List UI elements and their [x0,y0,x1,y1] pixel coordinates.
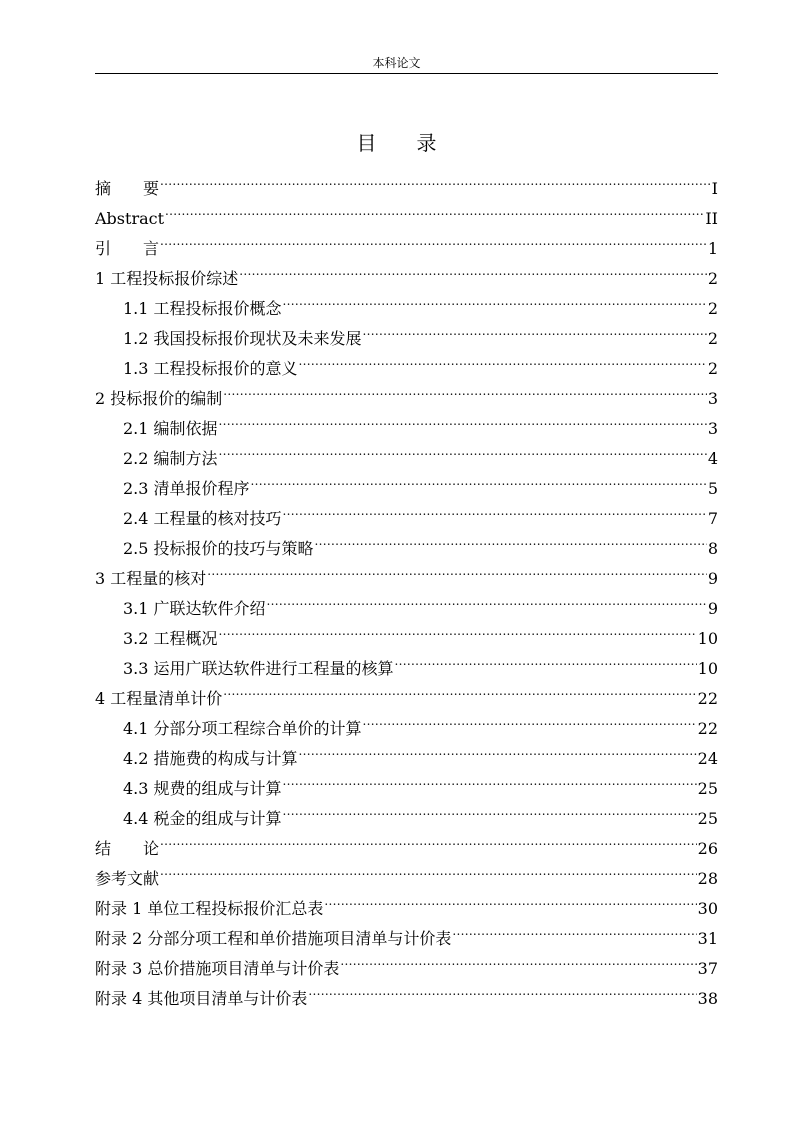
toc-leader-dots [283,284,707,314]
toc-leader-dots [363,314,707,344]
toc-entry-label: 2 投标报价的编制 [95,389,223,408]
toc-entry-page: 38 [697,989,718,1008]
toc-entry-label: 摘要 [95,179,160,198]
toc-entry-label: 2.4 工程量的核对技巧 [123,509,282,528]
toc-entry-page: 10 [697,629,718,648]
toc-leader-dots [299,734,697,764]
toc-leader-dots [160,164,711,194]
toc-leader-dots [219,434,707,464]
toc-entry-page: 22 [697,719,718,738]
toc-entry-label: 3.1 广联达软件介绍 [123,599,266,618]
toc-entry-label: 2.1 编制依据 [123,419,218,438]
toc-leader-dots [219,404,707,434]
toc-entry-page: 3 [707,419,718,438]
toc-entry[interactable] [95,884,718,918]
toc-entry[interactable] [95,254,718,288]
toc-entry-page: 2 [707,299,718,318]
toc-entry-page: 9 [707,569,718,588]
toc-leader-dots [160,824,697,854]
toc-entry-page: 31 [697,929,718,948]
toc-leader-dots [165,194,704,224]
toc-entry[interactable] [95,824,718,858]
toc-entry-page: 4 [707,449,718,468]
toc-entry-page: I [711,179,718,198]
toc-entry-label: 4.4 税金的组成与计算 [123,809,282,828]
toc-entry-label: 2.5 投标报价的技巧与策略 [123,539,314,558]
toc-entry-page: 26 [697,839,718,858]
toc-entry-page: II [705,209,718,228]
toc-entry[interactable] [95,194,718,228]
toc-entry-label: 2.2 编制方法 [123,449,218,468]
toc-entry-label: 引言 [95,239,160,258]
toc-leader-dots [207,554,707,584]
toc-entry-label: 附录 4 其他项目清单与计价表 [95,989,308,1008]
toc-leader-dots [315,524,707,554]
toc-leader-dots [239,254,707,284]
toc-entry-page: 8 [707,539,718,558]
toc-entry-page: 9 [707,599,718,618]
toc-leader-dots [299,344,707,374]
toc-entry-page: 1 [707,239,718,258]
table-of-contents [95,164,718,1008]
toc-entry-page: 25 [697,779,718,798]
toc-leader-dots [251,464,707,494]
toc-leader-dots [324,884,696,914]
toc-entry[interactable] [95,224,718,258]
toc-entry-page: 2 [707,329,718,348]
toc-entry-label: 4.1 分部分项工程综合单价的计算 [123,719,362,738]
toc-leader-dots [160,224,707,254]
toc-leader-dots [219,614,697,644]
toc-entry-page: 3 [707,389,718,408]
toc-entry-label: 1 工程投标报价综述 [95,269,239,288]
toc-entry[interactable] [95,164,718,198]
toc-leader-dots [160,854,697,884]
toc-entry-page: 2 [707,359,718,378]
toc-entry-label: 3.2 工程概况 [123,629,218,648]
toc-leader-dots [267,584,707,614]
toc-entry-label: 4 工程量清单计价 [95,689,223,708]
toc-leader-dots [283,794,697,824]
toc-leader-dots [283,764,697,794]
toc-entry[interactable] [95,854,718,888]
toc-leader-dots [452,914,696,944]
toc-entry-label: Abstract [95,209,165,228]
toc-leader-dots [223,674,696,704]
toc-entry-label: 附录 2 分部分项工程和单价措施项目清单与计价表 [95,929,452,948]
toc-entry-page: 22 [697,689,718,708]
toc-entry-page: 5 [707,479,718,498]
toc-entry-page: 10 [697,659,718,678]
toc-entry-label: 4.3 规费的组成与计算 [123,779,282,798]
toc-title: 目录 [356,131,477,155]
toc-entry-label: 附录 1 单位工程投标报价汇总表 [95,899,324,918]
toc-entry-page: 2 [707,269,718,288]
toc-entry-page: 37 [697,959,718,978]
toc-entry-label: 2.3 清单报价程序 [123,479,250,498]
toc-entry-page: 25 [697,809,718,828]
toc-entry-label: 1.1 工程投标报价概念 [123,299,282,318]
toc-entry-label: 结论 [95,839,160,858]
toc-entry-page: 24 [697,749,718,768]
toc-entry-label: 4.2 措施费的构成与计算 [123,749,298,768]
toc-entry-label: 3.3 运用广联达软件进行工程量的核算 [123,659,394,678]
running-header: 本科论文 [372,56,421,70]
toc-leader-dots [395,644,697,674]
toc-leader-dots [340,944,696,974]
toc-leader-dots [223,374,707,404]
toc-leader-dots [283,494,707,524]
toc-entry-page: 30 [697,899,718,918]
toc-leader-dots [363,704,697,734]
toc-entry-page: 7 [707,509,718,528]
header-rule [95,73,718,74]
toc-entry-page: 28 [697,869,718,888]
toc-entry-label: 参考文献 [95,869,160,888]
toc-entry-label: 3 工程量的核对 [95,569,207,588]
toc-entry-label: 附录 3 总价措施项目清单与计价表 [95,959,340,978]
toc-leader-dots [308,974,696,1004]
toc-entry-label: 1.3 工程投标报价的意义 [123,359,298,378]
toc-entry-label: 1.2 我国投标报价现状及未来发展 [123,329,362,348]
